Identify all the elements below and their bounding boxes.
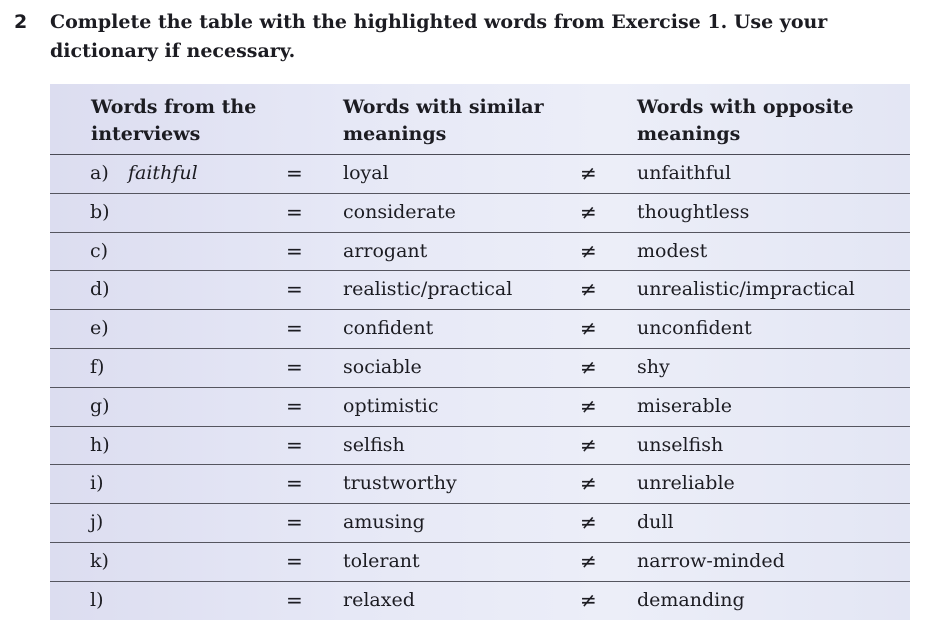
not-equal-sign: ≠: [580, 393, 597, 418]
vocabulary-table: [50, 84, 910, 620]
equals-sign: =: [286, 587, 303, 612]
opposite-word: unfaithful: [637, 162, 732, 184]
similar-word: sociable: [343, 355, 422, 378]
exercise-instruction: Complete the table with the highlighted words from Exercise 1. Use your dictionary if necessary.: [50, 11, 828, 62]
equals-sign: =: [286, 393, 303, 418]
opposite-word: modest: [637, 239, 708, 262]
table-body: [50, 155, 910, 620]
exercise-number: 2: [14, 11, 28, 33]
similar-word: optimistic: [343, 394, 439, 417]
opposite-word: unconfident: [637, 317, 752, 340]
row-letter: g): [90, 394, 110, 417]
header-words-from-interviews: Words from the interviews: [91, 96, 257, 145]
not-equal-sign: ≠: [580, 432, 597, 457]
table-row: [50, 388, 910, 427]
table-header: [50, 84, 910, 155]
row-letter: h): [90, 433, 110, 456]
table-row: [50, 349, 910, 388]
equals-sign: =: [286, 316, 303, 341]
interview-word: faithful: [128, 162, 198, 184]
row-letter: i): [90, 472, 104, 495]
table-row: [50, 310, 910, 349]
equals-sign: =: [286, 238, 303, 263]
table-row: [50, 155, 910, 194]
similar-word: confident: [343, 317, 434, 340]
similar-word: loyal: [343, 162, 389, 184]
equals-sign: =: [286, 432, 303, 457]
similar-word: considerate: [343, 200, 456, 223]
not-equal-sign: ≠: [580, 161, 597, 185]
not-equal-sign: ≠: [580, 471, 597, 496]
similar-word: trustworthy: [343, 472, 457, 495]
opposite-word: miserable: [637, 394, 732, 417]
header-similar-meanings: Words with similar meanings: [343, 96, 544, 145]
opposite-word: shy: [637, 355, 670, 378]
table-row: [50, 194, 910, 233]
not-equal-sign: ≠: [580, 510, 597, 535]
opposite-word: unrealistic/impractical: [637, 278, 855, 301]
row-letter: e): [90, 317, 109, 340]
similar-word: relaxed: [343, 588, 415, 611]
table-row: [50, 465, 910, 504]
equals-sign: =: [286, 354, 303, 379]
similar-word: tolerant: [343, 549, 420, 572]
not-equal-sign: ≠: [580, 354, 597, 379]
similar-word: amusing: [343, 511, 425, 534]
equals-sign: =: [286, 510, 303, 535]
not-equal-sign: ≠: [580, 238, 597, 263]
not-equal-sign: ≠: [580, 316, 597, 341]
row-letter: l): [90, 588, 104, 611]
opposite-word: thoughtless: [637, 200, 750, 223]
opposite-word: unselfish: [637, 433, 724, 456]
row-letter: f): [90, 355, 105, 378]
row-letter: d): [90, 278, 110, 301]
row-letter: k): [90, 549, 109, 572]
equals-sign: =: [286, 548, 303, 573]
equals-sign: =: [286, 471, 303, 496]
table-row: [50, 543, 910, 582]
table-row: [50, 504, 910, 543]
not-equal-sign: ≠: [580, 548, 597, 573]
header-opposite-meanings: Words with opposite meanings: [637, 96, 854, 145]
opposite-word: dull: [637, 511, 674, 534]
opposite-word: demanding: [637, 588, 745, 611]
table-row: [50, 427, 910, 466]
row-letter: a): [90, 162, 109, 184]
equals-sign: =: [286, 277, 303, 302]
equals-sign: =: [286, 161, 303, 185]
row-letter: j): [90, 511, 104, 534]
similar-word: realistic/practical: [343, 278, 513, 301]
similar-word: selfish: [343, 433, 405, 456]
table-row: [50, 233, 910, 272]
not-equal-sign: ≠: [580, 277, 597, 302]
table-row: [50, 582, 910, 620]
table-row: [50, 271, 910, 310]
equals-sign: =: [286, 199, 303, 224]
opposite-word: unreliable: [637, 472, 735, 495]
not-equal-sign: ≠: [580, 199, 597, 224]
opposite-word: narrow-minded: [637, 549, 785, 572]
row-letter: c): [90, 239, 109, 262]
similar-word: arrogant: [343, 239, 428, 262]
row-letter: b): [90, 200, 110, 223]
not-equal-sign: ≠: [580, 587, 597, 612]
